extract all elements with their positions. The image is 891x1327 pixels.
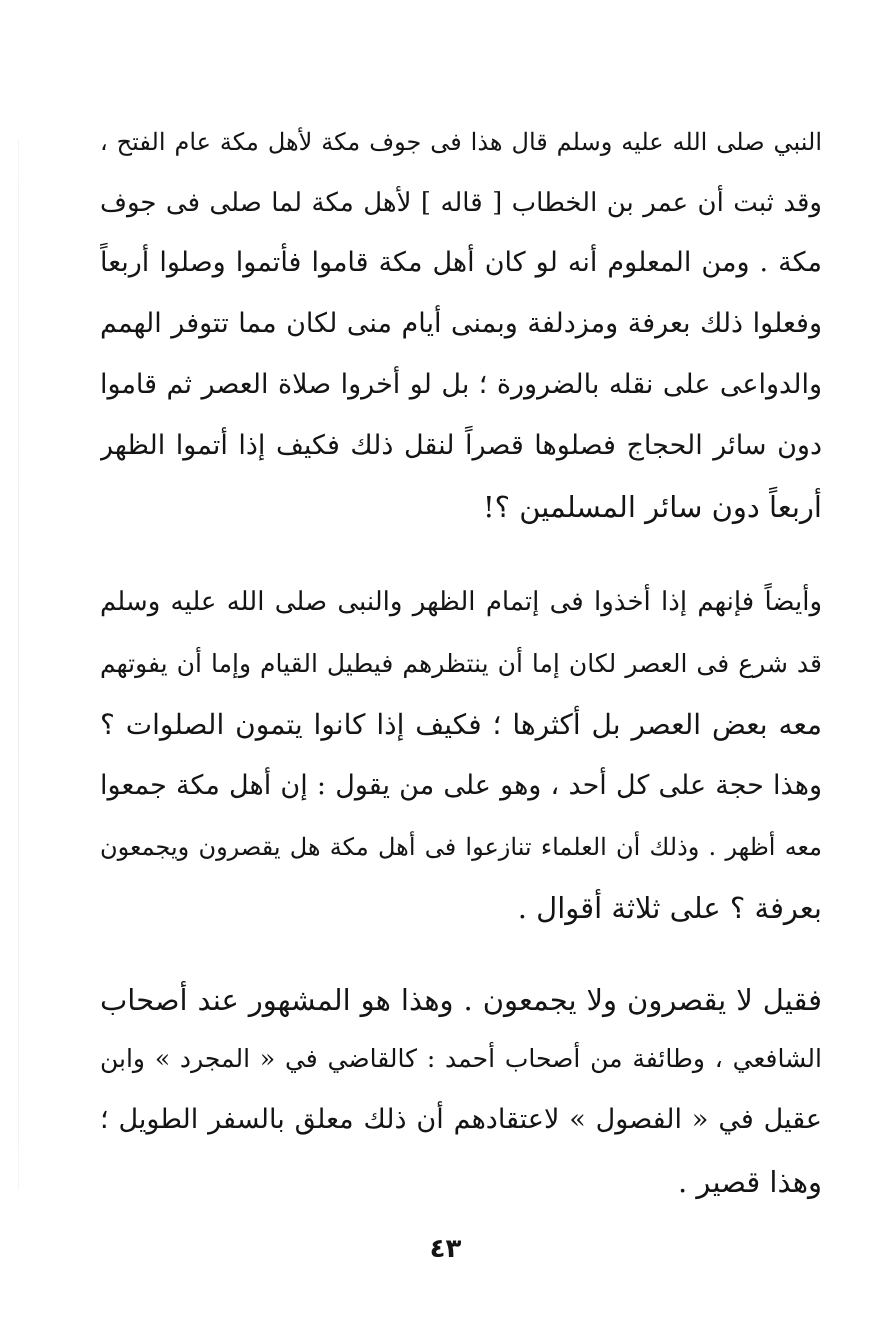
paragraph-2 xyxy=(100,572,822,942)
page-fold-mark xyxy=(18,140,19,1190)
page-number: ٤٣ xyxy=(429,1234,462,1264)
paragraph-line: وفعلوا ذلك بعرفة ومزدلفة وبمنى أيام منى لكان مما تتوفر الهمم xyxy=(100,308,822,339)
paragraph-line: وأيضاً فإنهم إذا أخذوا فى إتمام الظهر والنبى صلى الله عليه وسلم xyxy=(100,587,822,617)
paragraph-line: معه بعض العصر بل أكثرها ؛ فكيف إذا كانوا يتمون الصلوات ؟ xyxy=(100,708,822,741)
paragraph-line: وقد ثبت أن عمر بن الخطاب [ قاله ] لأهل مكة لما صلى فى جوف xyxy=(100,188,822,218)
paragraph-line: عقيل في « الفصول » لاعتقادهم أن ذلك معلق بالسفر الطويل ؛ xyxy=(100,1104,822,1135)
paragraph-line: فقيل لا يقصرون ولا يجمعون . وهذا هو المشهور عند أصحاب xyxy=(100,983,822,1017)
paragraph-line: معه أظهر . وذلك أن العلماء تنازعوا فى أهل مكة هل يقصرون ويجمعون xyxy=(100,833,822,861)
paragraph-line: الشافعي ، وطائفة من أصحاب أحمد : كالقاضي في « المجرد » وابن xyxy=(100,1044,822,1073)
paragraph-line: أربعاً دون سائر المسلمين ؟! xyxy=(482,490,822,524)
paragraph-line: قد شرع فى العصر لكان إما أن ينتظرهم فيطيل القيام وإما أن يفوتهم xyxy=(100,649,822,678)
paragraph-line: وهذا قصير . xyxy=(678,1165,822,1199)
paragraph-3 xyxy=(100,970,822,1220)
paragraph-line: بعرفة ؟ على ثلاثة أقوال . xyxy=(517,891,822,925)
paragraph-line: مكة . ومن المعلوم أنه لو كان أهل مكة قاموا فأتموا وصلوا أربعاً xyxy=(100,247,822,278)
paragraph-line: وهذا حجة على كل أحد ، وهو على من يقول : إن أهل مكة جمعوا xyxy=(100,770,822,801)
paragraph-line: دون سائر الحجاج فصلوها قصراً لنقل ذلك فكيف إذا أتموا الظهر xyxy=(100,430,822,461)
paragraph-line: والدواعى على نقله بالضرورة ؛ بل لو أخروا صلاة العصر ثم قاموا xyxy=(100,369,822,400)
paragraph-line: النبي صلى الله عليه وسلم قال هذا فى جوف مكة لأهل مكة عام الفتح ، xyxy=(100,128,822,156)
paragraph-1 xyxy=(100,112,822,542)
